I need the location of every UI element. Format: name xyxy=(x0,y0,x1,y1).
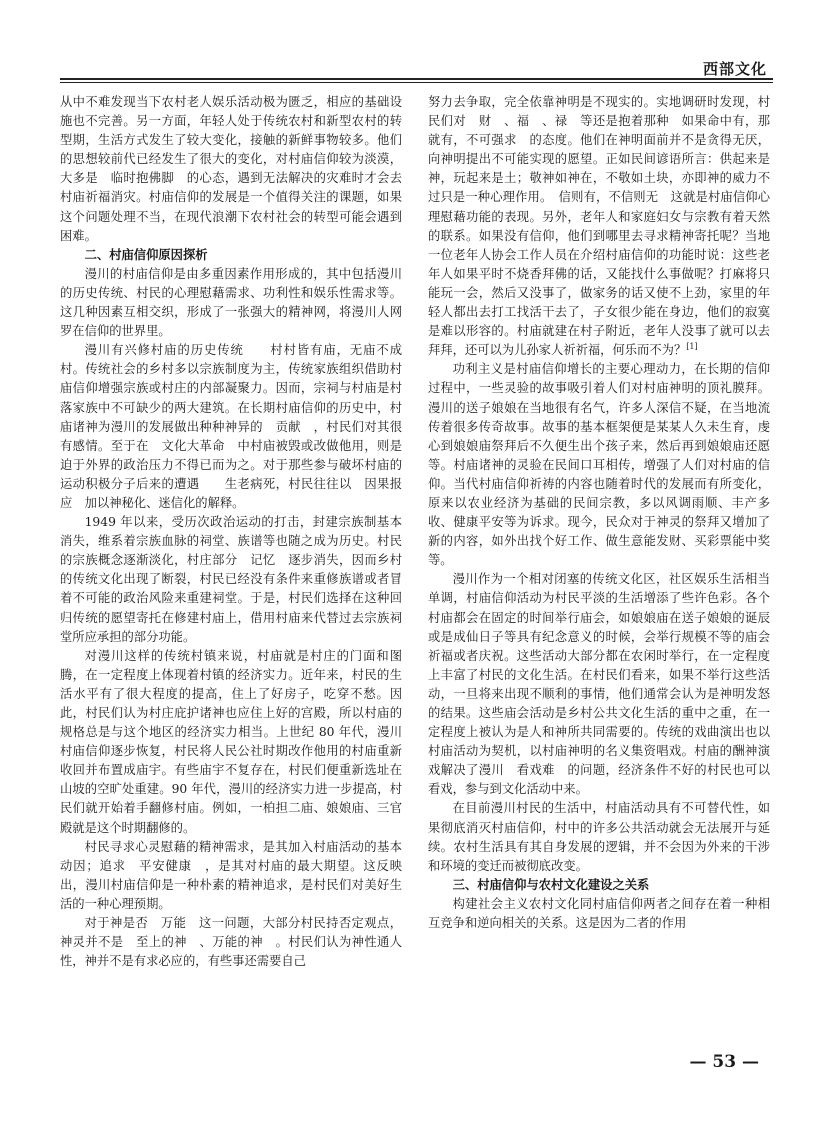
paragraph-text: 1949 年以来，受历次政治运动的打击，封建宗族制基本消失，维系着宗族血脉的祠堂、族谱等也随之成为历史。村民的宗族概念逐渐淡化，村庄部分 记忆 逐步消失，因而乡村的传统文化出现了断裂，村民已经没有条件来重修族谱或者冒着不可能的政治风险来重建祠堂。于是，村民们选择在这种回归传统的愿望寄托在修建村庙上，借用村庙来代替过去宗族祠堂所应承担的部分功能。 xyxy=(60,515,402,644)
paragraph-text: 三、村庙信仰与农村文化建设之关系 xyxy=(452,877,650,892)
paragraph-text: 漫川的村庙信仰是由多重因素作用形成的，其中包括漫川的历史传统、村民的心理慰藉需求、功利性和娱乐性需求等。这几种因素互相交织，形成了一张强大的精神网，将漫川人网罗在信仰的世界里。 xyxy=(60,266,402,339)
body-paragraph xyxy=(60,93,402,246)
body-paragraph xyxy=(428,93,770,360)
reference-mark: [1] xyxy=(686,342,698,352)
body-paragraph xyxy=(428,799,770,875)
paragraph-text: 在目前漫川村民的生活中，村庙活动具有不可替代性，如果彻底消灭村庙信仰，村中的许多公共活动就会无法展开与延续。农村生活具有其自身发展的逻辑，并不会因为外来的干涉和环境的变迁而被彻底改变。 xyxy=(428,801,770,873)
body-paragraph xyxy=(60,914,402,971)
body-paragraph xyxy=(60,341,402,513)
paragraph-text: 村民寻求心灵慰藉的精神需求，是其加入村庙活动的基本动因；追求 平安健康 ，是其对村庙的最大期望。这反映出，漫川村庙信仰是一种朴素的精神追求，是村民们对美好生活的一种心理预期。 xyxy=(60,839,402,911)
body-paragraph xyxy=(60,838,402,914)
body-paragraph xyxy=(60,513,402,647)
right-text-column xyxy=(428,93,770,933)
header-rule-thin xyxy=(60,82,773,83)
body-paragraph xyxy=(60,265,402,341)
paragraph-text: 构建社会主义农村文化同村庙信仰两者之间存在着一种相互竞争和逆向相关的关系。这是因为二者的作用 xyxy=(428,896,770,931)
paragraph-text: 对于神是否 万能 这一问题，大部分村民持否定观点，神灵并不是 至上的神 、万能的神 。村民们认为神性通人性，神并不是有求必应的，有些事还需要自己 xyxy=(60,916,402,969)
page-number: — 53 — xyxy=(689,1052,759,1072)
body-paragraph xyxy=(60,647,402,838)
paragraph-text: 努力去争取，完全依靠神明是不现实的。实地调研时发现，村民们对 财 、福 、禄 等还是抱着那种 如果命中有，那就有，不可强求 的态度。他们在神明面前并不是贪得无厌，向神明提出不可能实现的愿望。正如民间谚语所言：供起来是神，玩起来是土；敬神如神在，不敬如土块，亦即神的威力不过只是一种心理作用。 信则有，不信则无 这就是村庙信仰心理慰藉功能的表现。另外，老年人和家庭妇女与宗教有着天然的联系。如果没有信仰，他们到哪里去寻求精神寄托呢？当地一位老年人协会工作人员在介绍村庙信仰的功能时说：这些老年人如果平时不烧香拜佛的话，又能找什么事做呢？打麻将只能玩一会，然后又没事了，做家务的话又使不上劲，家里的年轻人都出去打工找活干去了，子女很少能在身边，他们的寂寞是难以形容的。村庙就建在村子附近，老年人没事了就可以去拜拜，还可以为儿孙家人祈祈福，何乐而不为？ xyxy=(428,95,770,358)
journal-title: 西部文化 xyxy=(702,60,767,78)
header-rule xyxy=(60,78,773,80)
body-paragraph xyxy=(428,570,770,799)
section-heading xyxy=(428,876,770,895)
paragraph-text: 从中不难发现当下农村老人娱乐活动极为匮乏，相应的基础设施也不完善。另一方面，年轻人处于传统农村和新型农村的转型期，生活方式发生了较大变化，接触的新鲜事物较多。他们的思想较前代已经发生了很大的变化，对村庙信仰较为淡漠，大多是 临时抱佛脚 的心态，遇到无法解决的灾难时才会去村庙祈福消灾。村庙信仰的发展是一个值得关注的课题，如果这个问题处理不当，在现代浪潮下农村社会的转型可能会遇到困难。 xyxy=(60,95,402,243)
paragraph-text: 功利主义是村庙信仰增长的主要心理动力，在长期的信仰过程中，一些灵验的故事吸引着人们对村庙神明的顶礼膜拜。漫川的送子娘娘在当地很有名气，许多人深信不疑，在当地流传着很多传奇故事。故事的基本框架便是某某人久未生育，虔心到娘娘庙祭拜后不久便生出个孩子来，然后再到娘娘庙还愿等。村庙诸神的灵验在民间口耳相传，增强了人们对村庙的信仰。当代村庙信仰祈祷的内容也随着时代的发展而有所变化，原来以农业经济为基础的民间宗教，多以风调雨顺、丰产多收、健康平安等为诉求。现今，民众对于神灵的祭拜又增加了新的内容，如外出找个好工作、做生意能发财、买彩票能中奖等。 xyxy=(428,362,770,568)
paragraph-text: 漫川作为一个相对闭塞的传统文化区，社区娱乐生活相当单调，村庙信仰活动为村民平淡的生活增添了些许色彩。各个村庙都会在固定的时间举行庙会，如娘娘庙在送子娘娘的诞辰或是成仙日子等具有纪念意义的时候，会举行规模不等的庙会祈福或者庆祝。这些活动大部分都在农闲时举行，在一定程度上丰富了村民的文化生活。在村民们看来，如果不举行这些活动，一旦将来出现不顺利的事情，他们通常会认为是神明发怒的结果。这些庙会活动是乡村公共文化生活的重中之重，在一定程度上被认为是人和神所共同需要的。传统的戏曲演出也以村庙活动为契机，以村庙神明的名义集资唱戏。村庙的酬神演戏解决了漫川 看戏难 的问题，经济条件不好的村民也可以看戏，参与到文化活动中来。 xyxy=(428,572,770,797)
body-paragraph xyxy=(428,360,770,570)
section-heading xyxy=(60,246,402,265)
paragraph-text: 漫川有兴修村庙的历史传统 村村皆有庙，无庙不成村。传统社会的乡村多以宗族制度为主，传统家族组织借助村庙信仰增强宗族或村庄的内部凝聚力。因而，宗祠与村庙是村落家族中不可缺少的两大建筑。在长期村庙信仰的历史中，村庙诸神为漫川的发展做出种种神异的 贡献 ，村民们对其很有感情。至于在 文化大革命 中村庙被毁或改做他用，则是迫于外界的政治压力不得已而为之。对于那些参与破坏村庙的运动积极分子后来的遭遇 生老病死，村民往往以 因果报应 加以神秘化、迷信化的解释。 xyxy=(60,343,402,510)
paragraph-text: 二、村庙信仰原因探析 xyxy=(84,247,208,262)
left-text-column xyxy=(60,93,402,971)
paragraph-text: 对漫川这样的传统村镇来说，村庙就是村庄的门面和图腾，在一定程度上体现着村镇的经济实力。近年来，村民的生活水平有了很大程度的提高，住上了好房子，吃穿不愁。因此，村民们认为村庄庇护诸神也应住上好的宫殿，所以村庙的规格总是与这个地区的经济实力相当。上世纪 80 年代，漫川村庙信仰逐步恢复，村民将人民公社时期改作他用的村庙重新收回并布置成庙宇。有些庙宇不复存在，村民们便重新选址在山坡的空旷处重建。90 年代，漫川的经济实力进一步提高，村民们就开始着手翻修村庙。例如，一柏担二庙、娘娘庙、三官殿就是这个时期翻修的。 xyxy=(60,648,402,835)
body-paragraph xyxy=(428,895,770,933)
